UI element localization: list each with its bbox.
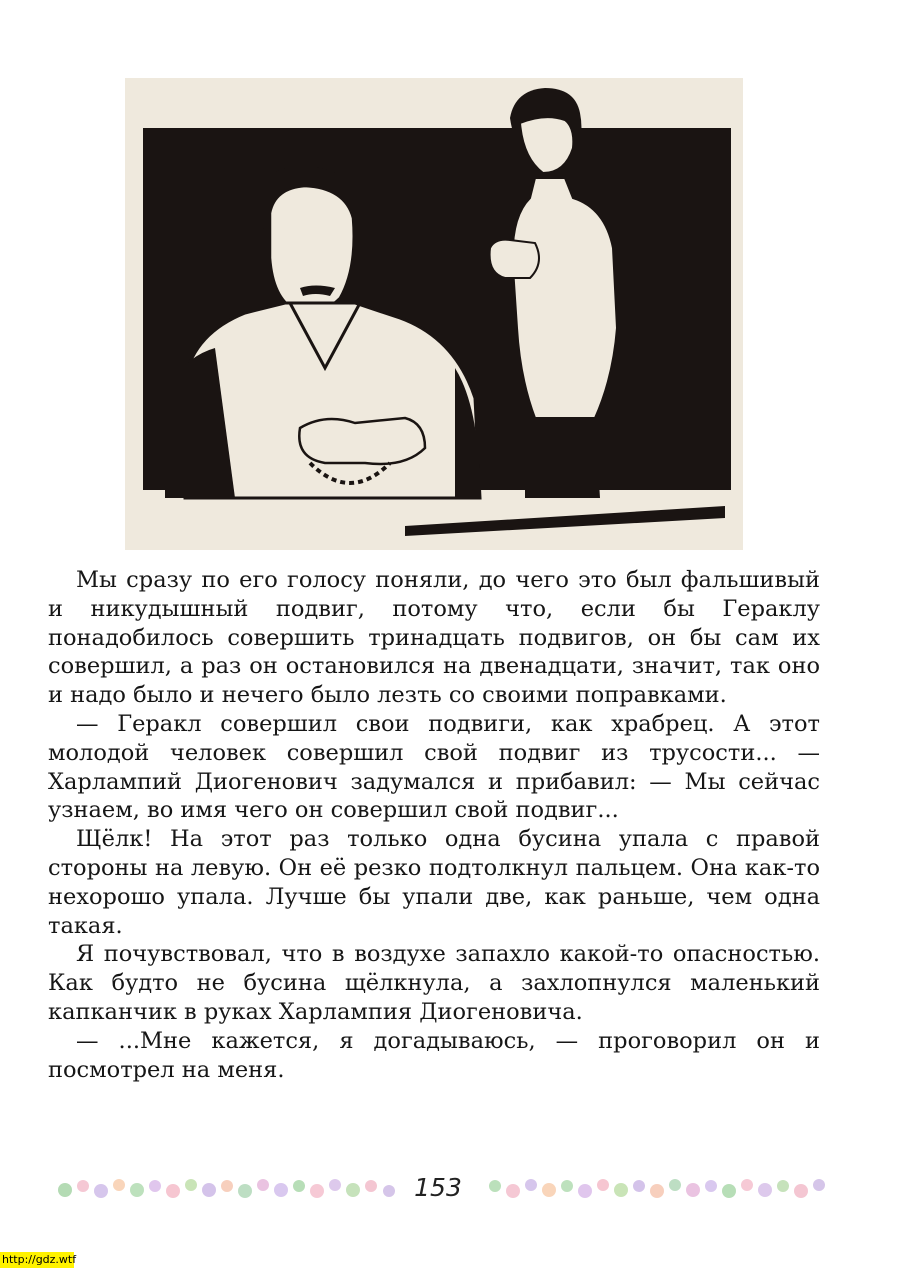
paragraph: — Геракл совершил свои подвиги, как храбрец. А этот молодой человек совершил свой подвиг из трусости... — Харлампий Диогенович задумался и прибавил: — Мы сейчас узнаем, во имя чего он совершил свой подвиг...: [48, 710, 820, 824]
page-number: 153: [414, 1173, 462, 1202]
paragraph: Мы сразу по его голосу поняли, до чего это был фальшивый и никудышный подвиг, потому что, если бы Гераклу понадобилось совершить тринадцать подвигов, он бы сам их совершил, а раз он остановился на двенадцати, значит, так оно и надо было и нечего было лезть со своими поправками.: [48, 567, 820, 709]
paragraph: Щёлк! На этот раз только одна бусина упала с правой стороны на левую. Он её резко подтолкнул пальцем. Она как-то нехорошо упала. Лучше бы упали две, как раньше, чем одна такая.: [48, 826, 820, 939]
paragraph: Я почувствовал, что в воздухе запахло какой-то опасностью. Как будто не бусина щёлкнула, а захлопнулся маленький капканчик в руках Харлампия Диогеновича.: [48, 941, 820, 1025]
teacher-and-boy-illustration: [125, 78, 743, 550]
paragraph: — ...Мне кажется, я догадываюсь, — проговорил он и посмотрел на меня.: [48, 1027, 820, 1083]
book-illustration: [125, 78, 743, 550]
watermark-link[interactable]: http://gdz.wtf: [2, 1253, 77, 1266]
story-text: [48, 566, 820, 1084]
